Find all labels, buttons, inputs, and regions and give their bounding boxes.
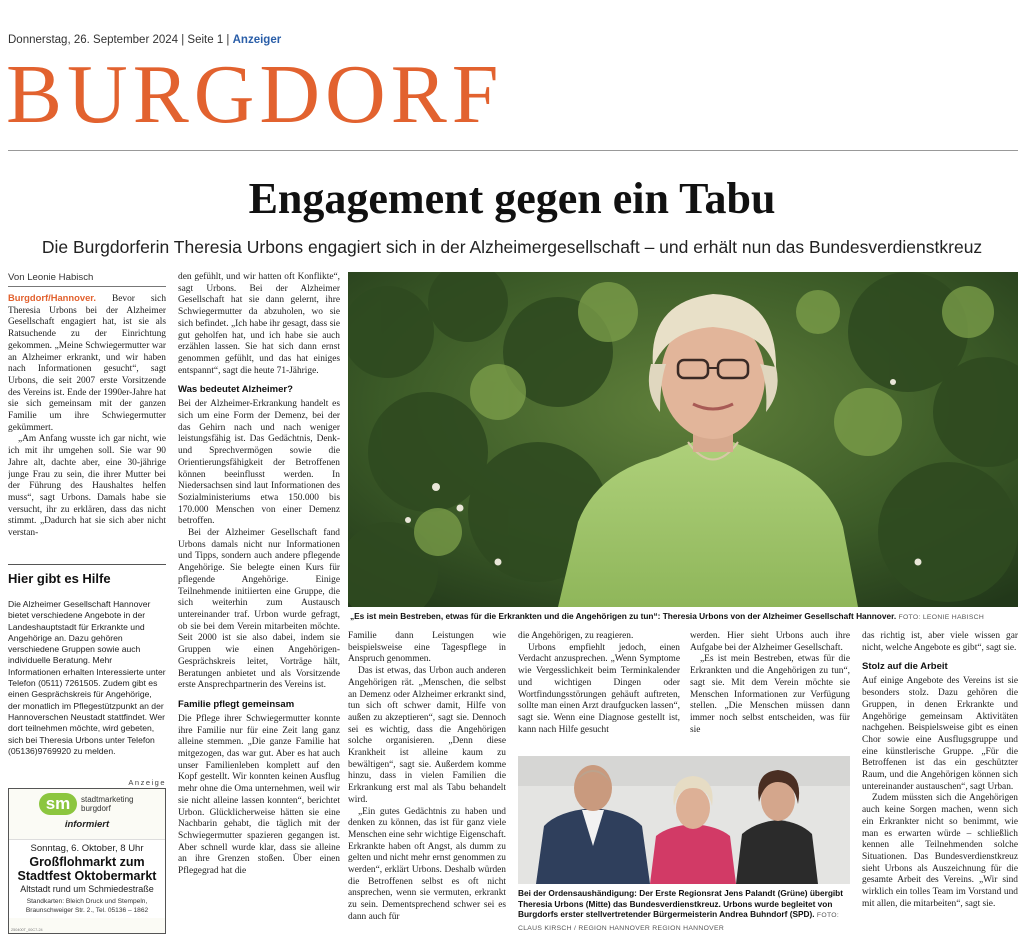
masthead-rule: [8, 150, 1018, 151]
brand-name: Anzeiger: [232, 34, 282, 46]
ad-logo-informiert: informiert: [64, 819, 110, 830]
subheading-stolz: Stolz auf die Arbeit: [862, 661, 948, 673]
ad-logo-line1: stadtmarketing: [81, 795, 134, 804]
article-column-2: den gefühlt, und wir hatten oft Konflikte“, sagt Urbons. Bei der Alzheimer Gesellschaft hat sie dann gelernt, ihre Schwiegermutter da abzuholen, wo sie sich befindet. „Ich habe ihr gesagt, dass sie gut geholfen hat, und ich habe sie auch erzählen lassen. Sie hat sich dann ernst genommen gefühlt, und das hat einiges entspannt“, sagt die heute 71-Jährige. Was bedeutet Alzheimer? Bei der Alzheimer-Erkrankung handelt es sich um eine Form der Demenz, bei der das Gehirn nach und nach weniger leistungsfähig ist. Das Gedächtnis, Denk- und Sprechvermögen sowie die Orientierungsfähigkeit der Betroffenen können beeinflusst werden. In Niedersachsen sind laut Informationen des Sozialministeriums etwa 150.000 bis 170.000 Menschen von einer Demenz betroffen. Bei der Alzheimer Gesellschaft fand Urbons damals nicht nur Informationen und Tipps, sondern auch andere pflegende Angehörige. Sie belegte einen Kurs für pflegende Angehörige. Einige Teilnehmende initiierten eine Gruppe, die sich weiterhin zum Austausch untereinander traf. Urbon wurde gefragt, ob sie bei dem Verein mitarbeiten möchte. Seit 2000 ist sie also dabei, indem sie Gruppen wie einen Angehörigen-Gesprächskreis leitet, Vorträge hält, Beratungen anbietet und als Vorsitzende erste Ansprechpartnerin des Vereins ist. Familie pflegt gemeinsam Die Pflege ihrer Schwiegermutter konnte ihre Familie nur für eine Zeit lang ganz alleine stemmen. „Die ganze Familie hat mitgezogen, das war gut. Aber es hat auch unser Familienleben komplett auf den Kopf gestellt. Wir konnten keinen Ausflug mehr ohne die Oma unternehmen, weil wir sie nicht alleine lassen konnten“, berichtet Urbon. Glücklicherweise hätten sie eine Nachbarin gehabt, die täglich mit der Schwiegermutter spazieren gegangen ist. Aber schnell wurde klar, dass sie alleine an ihre Grenzen stoßen. Über einen Pflegegrad hat die: [178, 272, 340, 877]
article-column-5: werden. Hier sieht Urbons auch ihre Aufgabe bei der Alzheimer Gesellschaft. „Es ist mein Bestreben, etwas für die Erkrankten und die Angehörigen zu tun“, sagt sie. Mit dem Verein möchte sie Menschen Informationen zur Verfügung stellen. „Die Menschen müssen dann immer noch selbst entscheiden, was für sie: [690, 631, 850, 735]
infobox-title: Hier gibt es Hilfe: [8, 571, 111, 586]
headline: Engagement gegen ein Tabu: [248, 174, 776, 223]
ad-tickets-line2: Braunschweiger Str. 2., Tel. 05136 – 1862: [25, 907, 149, 914]
ad-title-line1: Großflohmarkt zum: [29, 855, 145, 869]
award-photo-credit: FOTO: CLAUS KIRSCH / REGION HANNOVER REGION HANNOVER: [518, 912, 840, 932]
dateline: Donnerstag, 26. September 2024 | Seite 1 | Anzeiger: [8, 34, 282, 46]
ad-title-line2: Stadtfest Oktobermarkt: [17, 869, 157, 883]
article-column-6: das richtig ist, aber viele wissen gar nicht, welche Angebote es gibt“, sagt sie. Stolz auf die Arbeit Auf einige Angebote des Vereins ist sie besonders stolz. Dazu gehören die Gruppen, in denen Erkrankte und Angehörige gemeinsam Aktivitäten nachgehen. Beispielsweise gibt es einen Chor sowie eine Ausflugsgruppe und eine künstlerische Gruppe. „Für die Betroffenen ist das ein geschützter Raum, und die Angehörigen können sich untereinander austauschen“, sagt Urban. Zudem müssten sich die Angehörigen auch keine Sorgen machen, wenn sich ein Erkrankter nicht so benimmt, wie man es erwarten würde – schließlich kennen alle Teilnehmenden solche Situationen. Das Bundesverdienstkreuz sieht Urbons als Auszeichnung für die gesamte Arbeit des Vereins. „Wir sind wirklich ein tolles Team im Vorstand und mit allen, die mitarbeiten“, sagt sie.: [862, 631, 1018, 909]
location-tag: Burgdorf/Hannover.: [8, 292, 97, 303]
ad-location: Altstadt rund um Schmiedestraße: [20, 884, 154, 894]
subheadline: Die Burgdorferin Theresia Urbons engagiert sich in der Alzheimergesellschaft – und erhält nun das Bundesverdienstkreuz: [41, 237, 983, 257]
subheading-familie: Familie pflegt gemeinsam: [178, 698, 295, 710]
byline-rule: [8, 286, 166, 287]
ad-code: 250400T_00C7-24: [11, 928, 43, 932]
stadtmarketing-logo-icon: sm: [39, 793, 77, 815]
main-photo-caption: „Es ist mein Bestreben, etwas für die Erkrankten und die Angehörigen zu tun“: Theresia Urbons von der Alzheimer Gesellschaft Hannover. FOTO: LEONIE HABISCH: [350, 611, 985, 621]
ad-logo-line2: burgdorf: [81, 804, 111, 813]
portrait-image: [348, 272, 1018, 607]
byline: Von Leonie Habisch: [8, 272, 94, 283]
award-photo: [518, 756, 850, 884]
ad-date: Sonntag, 6. Oktober, 8 Uhr: [30, 843, 144, 854]
article-column-4: die Angehörigen, zu reagieren. Urbons empfiehlt jedoch, einen Verdacht anzusprechen. „Wenn Symptome wie Vergesslichkeit beim Terminkalender und wichtigen Dingen oder Wortfindungsstörungen gehäuft auftreten, sollte man einen Arzt draufgucken lassen“, sagt sie. Wenn eine Diagnose gestellt ist, kann nach Hilfe gesucht: [518, 631, 680, 735]
ad-label: Anzeige: [128, 778, 166, 787]
subheading-alzheimer: Was bedeutet Alzheimer?: [178, 384, 293, 396]
article-column-1: Burgdorf/Hannover. Bevor sich Theresia Urbons bei der Alzheimer Gesellschaft engagiert hat, ist sie als Ratsuchende zu der Einrichtung gekommen. „Meine Schwiegermutter war an Alzheimer erkrankt, und wir haben nach Informationen gesucht“, sagt Urbons, die seit 2007 erste Vorsitzende des Vereins ist. Ende der 1990er-Jahre hat sie sich gemeinsam mit der ganzen Familie um ihre Schwiegermutter gekümmert. „Am Anfang wusste ich gar nicht, wie ich mit ihr umgehen soll. Sie war 90 Jahre alt, dachte aber, eine 30-jährige junge Frau zu sein, die ihrer Mutter bei der Führung des Haushaltes helfen muss“, sagt Urbons. Damals habe sie versucht, ihr zu erklären, dass das nicht stimmt. „Dadurch hat sie sich aber nicht verstan-: [8, 292, 166, 539]
main-photo-credit: FOTO: LEONIE HABISCH: [898, 614, 985, 621]
masthead: BURGDORF: [6, 48, 504, 141]
ad-tickets-line1: Standkarten: Bleich Druck und Stempeln,: [26, 898, 148, 905]
award-ceremony-image: [518, 756, 850, 884]
main-photo: [348, 272, 1018, 607]
advertisement[interactable]: [8, 788, 166, 934]
award-photo-caption: Bei der Ordensaushändigung: Der Erste Regionsrat Jens Palandt (Grüne) übergibt Theresia Urbons (Mitte) das Bundesverdienstkreuz. Urbons wurde begleitet von Burgdorfs erster stellvertretender Bürgermeisterin Andrea Buhndorf (SPD). FOTO: CLAUS KIRSCH / REGION HANNOVER REGION HANNOVER: [518, 888, 844, 932]
infobox-text: Die Alzheimer Gesellschaft Hannover bietet verschiedene Angebote in der Landeshauptstadt für Erkrankte und Angehörige an. Dazu gehören verschiedene Gruppen sowie auch individuelle Beratung. Mehr Informationen erhalten Interessierte unter Telefon (0511) 7261505. Zudem gibt es einen Gesprächskreis für Angehörige, der monatlich im Pflegestützpunkt an der Hannoverschen Neustadt stattfindet. Wer dort teilnehmen möchte, wird gebeten, sich bei Theresia Urbons unter Telefon (05136)9769920 zu melden.: [8, 599, 166, 756]
infobox-rule: [8, 564, 166, 565]
article-column-3: Familie dann Leistungen wie beispielsweise eine Tagespflege in Anspruch genommen. Das ist etwas, das Urbon auch anderen Angehörigen rät. „Menschen, die selbst an Demenz oder Alzheimer erkrankt sind, tun sich oft schwer damit, Hilfe von außen zu akzeptieren“, sagt sie. Dennoch sei es wichtig, dass die Angehörigen solche organisieren. „Denn diese Krankheit ist alleine kaum zu bewältigen“, sagt sie. Außerdem komme hinzu, dass in vielen Familien die Erkrankung erst mal als Tabu behandelt wird. „Ein gutes Gedächtnis zu haben und denken zu können, das ist für ganz viele Menschen eine sehr wichtige Eigenschaft. Erkrankte haben oft Angst, als dumm zu gelten und nicht mehr ernst genommen zu werden“, erklärt Urbons. Deshalb würden die Betroffenen selbst es oft nicht ansprechen, wenn sie vermuten, erkrankt zu sein. Dementsprechend schwer sei es dann auch für: [348, 631, 506, 922]
